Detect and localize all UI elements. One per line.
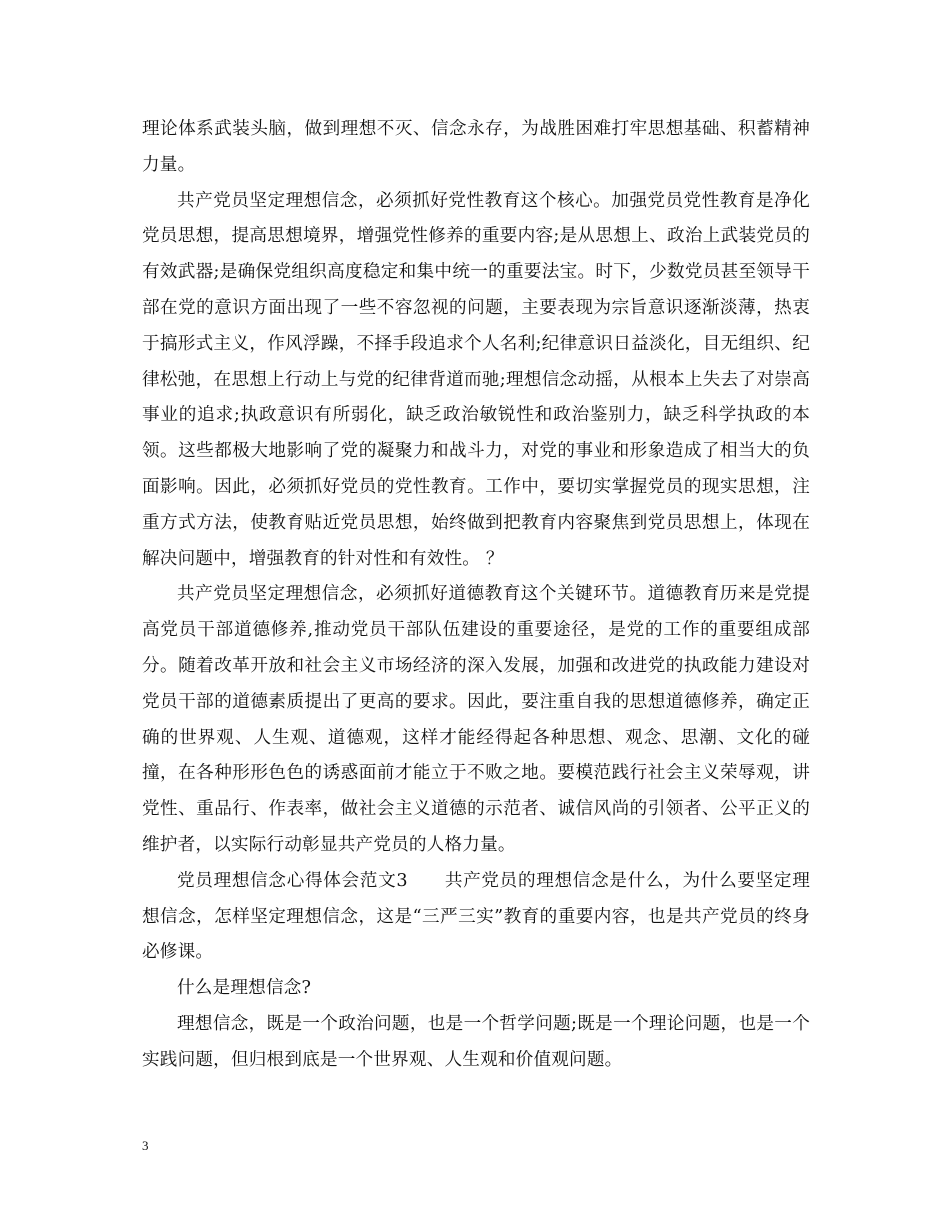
paragraph-question-heading: 什么是理想信念? xyxy=(177,978,312,999)
paragraph-continuation: 理论体系武装头脑，做到理想不灭、信念永存，为战胜困难打牢思想基础、积蓄精神力量。 xyxy=(142,119,810,175)
paragraph-essay-three-intro: 党员理想信念心得体会范文3 共产党员的理想信念是什么，为什么要坚定理想信念，怎样坚定理想信念，这是“三严三实”教育的重要内容，也是共产党员的终身必修课。 xyxy=(142,870,810,963)
page-number: 3 xyxy=(142,1138,149,1153)
paragraph-ideal-belief-definition: 理想信念，既是一个政治问题，也是一个哲学问题;既是一个理论问题，也是一个实践问题，但归根到底是一个世界观、人生观和价值观问题。 xyxy=(142,1013,810,1070)
document-body xyxy=(142,112,810,1079)
paragraph-moral-education: 共产党员坚定理想信念，必须抓好道德教育这个关键环节。道德教育历来是党提高党员干部道德修养,推动党员干部队伍建设的重要途径，是党的工作的重要组成部分。随着改革开放和社会主义市场经济的深入发展，加强和改进党的执政能力建设对党员干部的道德素质提出了更高的要求。因此，要注重自我的思想道德修养，确定正确的世界观、人生观、道德观，这样才能经得起各种思想、观念、思潮、文化的碰撞，在各种形形色色的诱惑面前才能立于不败之地。要模范践行社会主义荣辱观，讲党性、重品行、作表率，做社会主义道德的示范者、诚信风尚的引领者、公平正义的维护者，以实际行动彰显共产党员的人格力量。 xyxy=(142,584,810,855)
paragraph-party-spirit-education: 共产党员坚定理想信念，必须抓好党性教育这个核心。加强党员党性教育是净化党员思想，提高思想境界，增强党性修养的重要内容;是从思想上、政治上武装党员的有效武器;是确保党组织高度稳定和集中统一的重要法宝。时下，少数党员甚至领导干部在党的意识方面出现了一些不容忽视的问题，主要表现为宗旨意识逐渐淡薄，热衷于搞形式主义，作风浮躁，不择手段追求个人名利;纪律意识日益淡化，目无组织、纪律松弛，在思想上行动上与党的纪律背道而驰;理想信念动摇，从根本上失去了对崇高事业的追求;执政意识有所弱化，缺乏政治敏锐性和政治鉴别力，缺乏科学执政的本领。这些都极大地影响了党的凝聚力和战斗力，对党的事业和形象造成了相当大的负面影响。因此，必须抓好党员的党性教育。工作中，要切实掌握党员的现实思想，注重方式方法，使教育贴近党员思想，始终做到把教育内容聚焦到党员思想上，体现在解决问题中，增强教育的针对性和有效性。 ？ xyxy=(142,190,810,569)
